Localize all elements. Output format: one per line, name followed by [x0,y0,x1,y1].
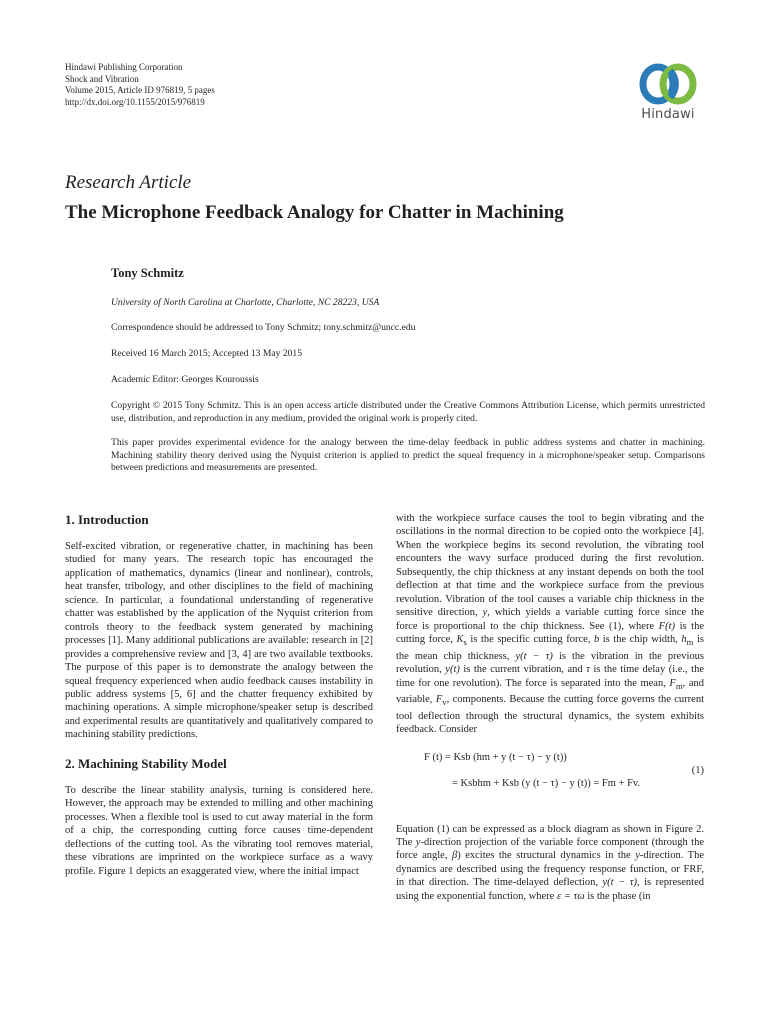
doi-link[interactable]: http://dx.doi.org/10.1155/2015/976819 [65,96,205,107]
introduction-paragraph: Self-excited vibration, or regenerative chatter, in machining has been studied for many years. The research topic has encouraged the application of mathematics, dynamics (linear and nonlinear), controls, heat transfer, tribology, and other disciplines to the field of machining science. In particular, a foundational understanding of regenerative chatter was established by the application of the Nyquist criterion from controls theory to the feedback system generated by machining processes [1]. Many additional publications are available: research in [2] provides a comprehensive review and [3, 4] are two available textbooks. The purpose of this paper is to demonstrate the analogy between the squeal frequency experienced when audio feedback causes instability in public address systems [5, 6] and the chatter frequency exhibited by machining operations. A simple microphone/speaker setup is described and experimental results are quantitatively and qualitatively compared to machining stability predictions. [65,541,373,741]
journal-name: Shock and Vibration [65,73,139,84]
volume-line: Volume 2015, Article ID 976819, 5 pages [65,85,215,95]
left-column [65,512,373,878]
abstract: This paper provides experimental evidence for the analogy between the time-delay feedback in public address systems and chatter in machining. Machining stability theory derived using the Nyquist criterion is applied to predict the squeal frequency in a microphone/speaker setup. Comparisons between predictions and measurements are presented. [111,437,705,473]
stability-model-paragraph: To describe the linear stability analysis, turning is considered here. However, the approach may be extended to milling and other machining processes. When a flexible tool is used to cut away material in the form of a chip, the corresponding cutting force causes time-dependent deflections of the cutting tool. As the vibrating tool removes material, these vibrations are imprinted on the workpiece surface as a wavy profile. Figure 1 depicts an exaggerated view, where the initial impact [65,784,373,877]
publisher: Hindawi Publishing Corporation [65,62,183,72]
author-name: Tony Schmitz [111,266,184,280]
hindawi-rings-icon [636,62,700,106]
received-dates: Received 16 March 2015; Accepted 13 May 2015 [111,348,303,359]
affiliation: University of North Carolina at Charlotte, Charlotte, NC 28223, USA [111,297,380,308]
copyright-notice: Copyright © 2015 Tony Schmitz. This is an open access article distributed under the Creative Commons Attribution License, which permits unrestricted use, distribution, and reproduction in any medium, provided the original work is properly cited. [111,400,705,424]
equation-line-1: F (t) = Ksb (hm + y (t − τ) − y (t)) [424,751,567,763]
equation-line-2: = Ksbhm + Ksb (y (t − τ) − y (t)) = Fm + Fv. [452,777,641,789]
section-heading-stability-model: 2. Machining Stability Model [65,755,227,771]
article-title: The Microphone Feedback Analogy for Chatter in Machining [65,202,564,223]
correspondence: Correspondence should be addressed to Tony Schmitz; tony.schmitz@uncc.edu [111,322,416,333]
section-heading-introduction: 1. Introduction [65,512,149,527]
right-paragraph-2: Equation (1) can be expressed as a block diagram as shown in Figure 2. The y-direction projection of the variable force component (through the force angle, β) excites the structural dynamics in the y-direction. The dynamics are described using the frequency response function, or FRF, in that direction. The time-delayed deflection, y(t − τ), is represented using the exponential function, where ε = τω is the phase (in [396,823,705,902]
logo-wordmark: Hindawi [641,107,695,122]
hindawi-logo [632,62,704,122]
journal-info [65,62,215,108]
equation-number: (1) [691,764,704,776]
academic-editor: Academic Editor: Georges Kouroussis [111,374,259,385]
article-type: Research Article [65,172,192,193]
right-column [396,512,704,903]
right-paragraph-1: with the workpiece surface causes the tool to begin vibrating and the oscillations in the normal direction to be copied onto the workpiece [4]. When the workpiece begins its second revolution, the vibrating tool encounters the wavy surface produced during the first revolution. Subsequently, the chip thickness at any instant depends on both the tool deflection at that time and the workpiece surface from the previous revolution. Vibration of the tool causes a variable chip thickness in the sensitive direction, y, which yields a variable cutting force since the force is proportional to the chip thickness. See (1), where F(t) is the cutting force, $K_s$ is the specific cutting force, b is the chip width, $h_m$ is the mean chip thickness, y(t − τ) is the vibration in the previous revolution, y(t) is the current vibration, and τ is the time delay (i.e., the time for one revolution). The force is separated into the mean, $F_m$, and variable, $F_v$, components. Because the cutting force governs the current tool deflection through the structural dynamics, the system exhibits feedback. Consider [396,513,704,736]
equation-1 [396,745,704,817]
